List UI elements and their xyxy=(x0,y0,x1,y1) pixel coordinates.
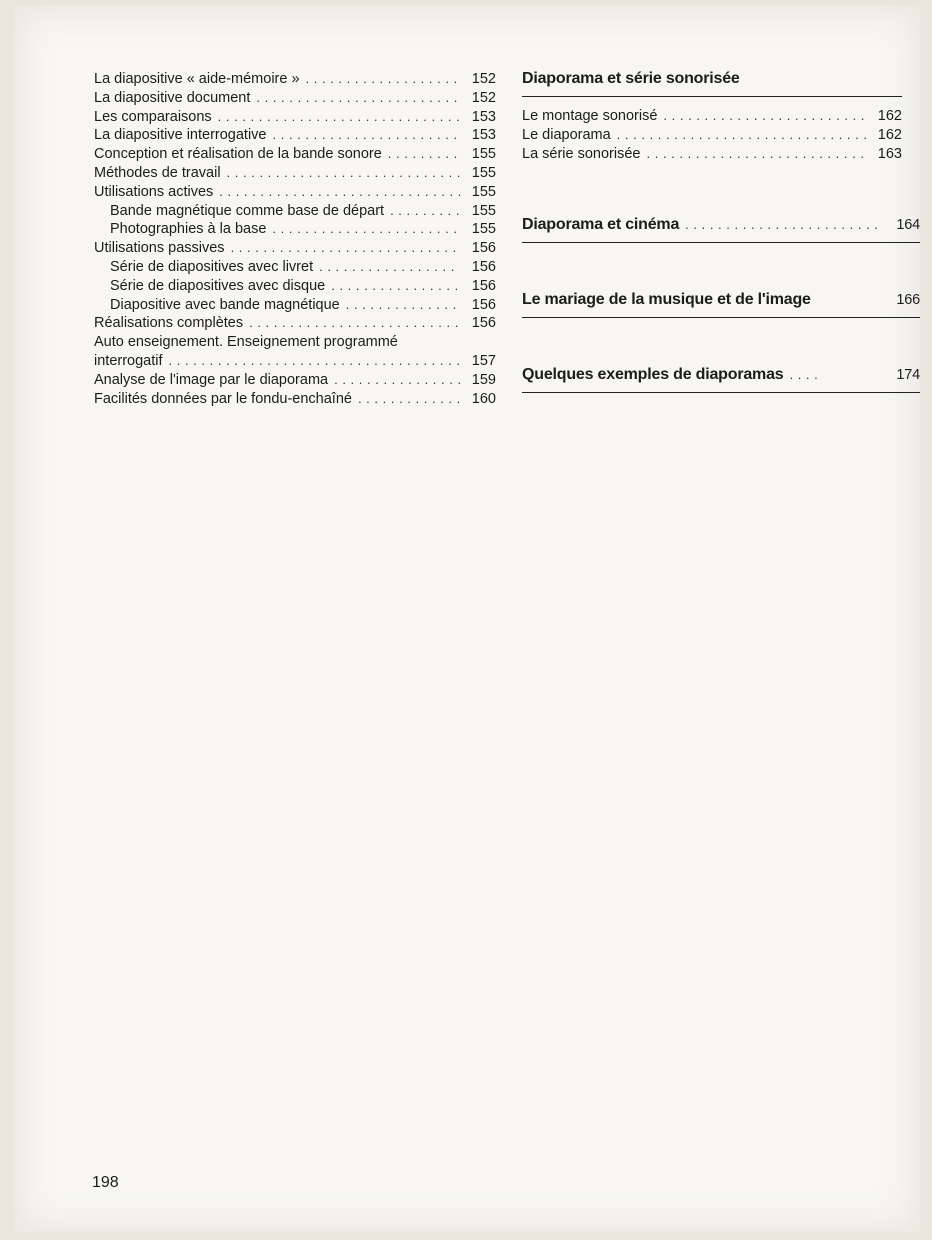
toc-entry-label: La diapositive « aide-mémoire » xyxy=(94,71,300,87)
dot-leader xyxy=(331,277,460,296)
page-sheet xyxy=(14,6,920,1232)
toc-entry-page: 152 xyxy=(471,71,496,87)
section-title: Diaporama et série sonorisée xyxy=(522,70,902,97)
toc-entry-label: Utilisations actives xyxy=(94,183,214,200)
toc-entry-page: 156 xyxy=(471,296,496,313)
section-page: 166 xyxy=(896,292,920,308)
toc-entry xyxy=(94,108,496,127)
toc-left-list xyxy=(94,70,496,333)
section-title: Diaporama et cinéma xyxy=(522,216,680,233)
toc-entry-label: Conception et réalisation de la bande sonore xyxy=(94,146,382,163)
toc-entry-label: Analyse de l'image par le diaporama xyxy=(94,371,329,388)
toc-entry xyxy=(94,183,496,202)
toc-entry-page: 159 xyxy=(471,371,496,388)
page-number: 198 xyxy=(92,1174,119,1191)
toc-entry-label-line2: interrogatif xyxy=(94,352,163,369)
dot-leader xyxy=(273,126,461,145)
dot-leader xyxy=(249,314,460,333)
toc-entry-page: 155 xyxy=(471,183,496,200)
toc-left-tail xyxy=(94,371,496,409)
toc-entry-page: 156 xyxy=(471,315,496,332)
toc-entry xyxy=(94,220,496,239)
toc-entry-label: La diapositive interrogative xyxy=(94,127,267,144)
toc-entry xyxy=(522,107,902,126)
toc-entry-label: Réalisations complètes xyxy=(94,315,244,332)
dot-leader xyxy=(227,164,460,183)
dot-leader xyxy=(319,258,460,277)
dot-leader xyxy=(272,220,460,239)
dot-leader xyxy=(789,367,819,382)
toc-entry xyxy=(94,145,496,164)
toc-entry-page: 157 xyxy=(471,352,496,369)
toc-entry-label: Facilités données par le fondu-enchaîné xyxy=(94,390,352,407)
toc-entry-page: 155 xyxy=(471,146,496,163)
toc-entry xyxy=(94,258,496,277)
dot-leader xyxy=(390,202,460,221)
toc-entry-label: La série sonorisée xyxy=(522,145,641,162)
dot-leader xyxy=(617,126,866,145)
toc-entry-page: 156 xyxy=(471,277,496,294)
dot-leader xyxy=(358,390,460,409)
toc-entry-page: 156 xyxy=(471,258,496,275)
toc-entry-label: Le montage sonorisé xyxy=(522,108,658,124)
dot-leader xyxy=(346,296,460,315)
dot-leader xyxy=(231,239,460,258)
toc-entry-label: Bande magnétique comme base de départ xyxy=(110,202,385,219)
toc-entry-page: 155 xyxy=(471,164,496,181)
toc-entry-label: Utilisations passives xyxy=(94,240,225,257)
toc-entry-page: 152 xyxy=(471,89,496,106)
dot-leader xyxy=(306,70,460,89)
section-title: Le mariage de la musique et de l'image xyxy=(522,291,811,308)
toc-entry-label: La diapositive document xyxy=(94,89,251,106)
toc-entry-page: 156 xyxy=(471,240,496,257)
toc-entry xyxy=(94,390,496,409)
toc-entry-label: Série de diapositives avec livret xyxy=(110,258,314,275)
toc-entry-label: Diapositive avec bande magnétique xyxy=(110,296,340,313)
toc-entry xyxy=(94,277,496,296)
toc-entry-label: Méthodes de travail xyxy=(94,164,221,181)
toc-entry-page: 162 xyxy=(877,126,902,143)
toc-entry xyxy=(94,164,496,183)
dot-leader xyxy=(388,145,460,164)
toc-entry xyxy=(94,296,496,315)
dot-leader xyxy=(218,108,460,127)
toc-entry xyxy=(522,145,902,164)
section-diaporama-serie xyxy=(522,70,902,163)
toc-entry-label: Série de diapositives avec disque xyxy=(110,277,326,294)
dot-leader xyxy=(685,217,880,232)
dot-leader xyxy=(334,371,460,390)
section-page: 174 xyxy=(896,367,920,383)
toc-entry-page: 153 xyxy=(471,127,496,144)
toc-entry-label-line1: Auto enseignement. Enseignement programmé xyxy=(94,334,398,351)
toc-entry xyxy=(94,70,496,89)
dot-leader xyxy=(647,145,867,164)
toc-entry xyxy=(94,314,496,333)
toc-entry-page: 155 xyxy=(471,202,496,219)
toc-entry-page: 162 xyxy=(877,108,902,124)
toc-entry-page: 160 xyxy=(471,390,496,407)
toc-entry xyxy=(94,202,496,221)
toc-entry xyxy=(94,89,496,108)
toc-entry-page: 155 xyxy=(471,221,496,238)
dot-leader xyxy=(219,183,460,202)
toc-entry xyxy=(94,371,496,390)
toc-entry xyxy=(94,239,496,258)
section-page: 164 xyxy=(896,217,920,233)
dot-leader xyxy=(256,89,460,108)
section-entries xyxy=(522,107,902,163)
toc-entry xyxy=(522,126,902,145)
section-diaporama-cinema xyxy=(522,216,920,243)
toc-entry-label: Le diaporama xyxy=(522,126,611,143)
toc-entry-multiline xyxy=(94,333,496,371)
dot-leader xyxy=(663,107,866,126)
toc-entry-label: Les comparaisons xyxy=(94,108,212,125)
section-musique-image xyxy=(522,291,920,318)
dot-leader xyxy=(169,352,460,371)
section-exemples-diaporamas xyxy=(522,366,920,393)
section-title: Quelques exemples de diaporamas xyxy=(522,366,784,383)
toc-entry-page: 153 xyxy=(471,108,496,125)
toc-entry-label: Photographies à la base xyxy=(110,221,267,238)
toc-left-column xyxy=(94,70,496,408)
toc-entry-page: 163 xyxy=(877,145,902,162)
toc-entry xyxy=(94,126,496,145)
